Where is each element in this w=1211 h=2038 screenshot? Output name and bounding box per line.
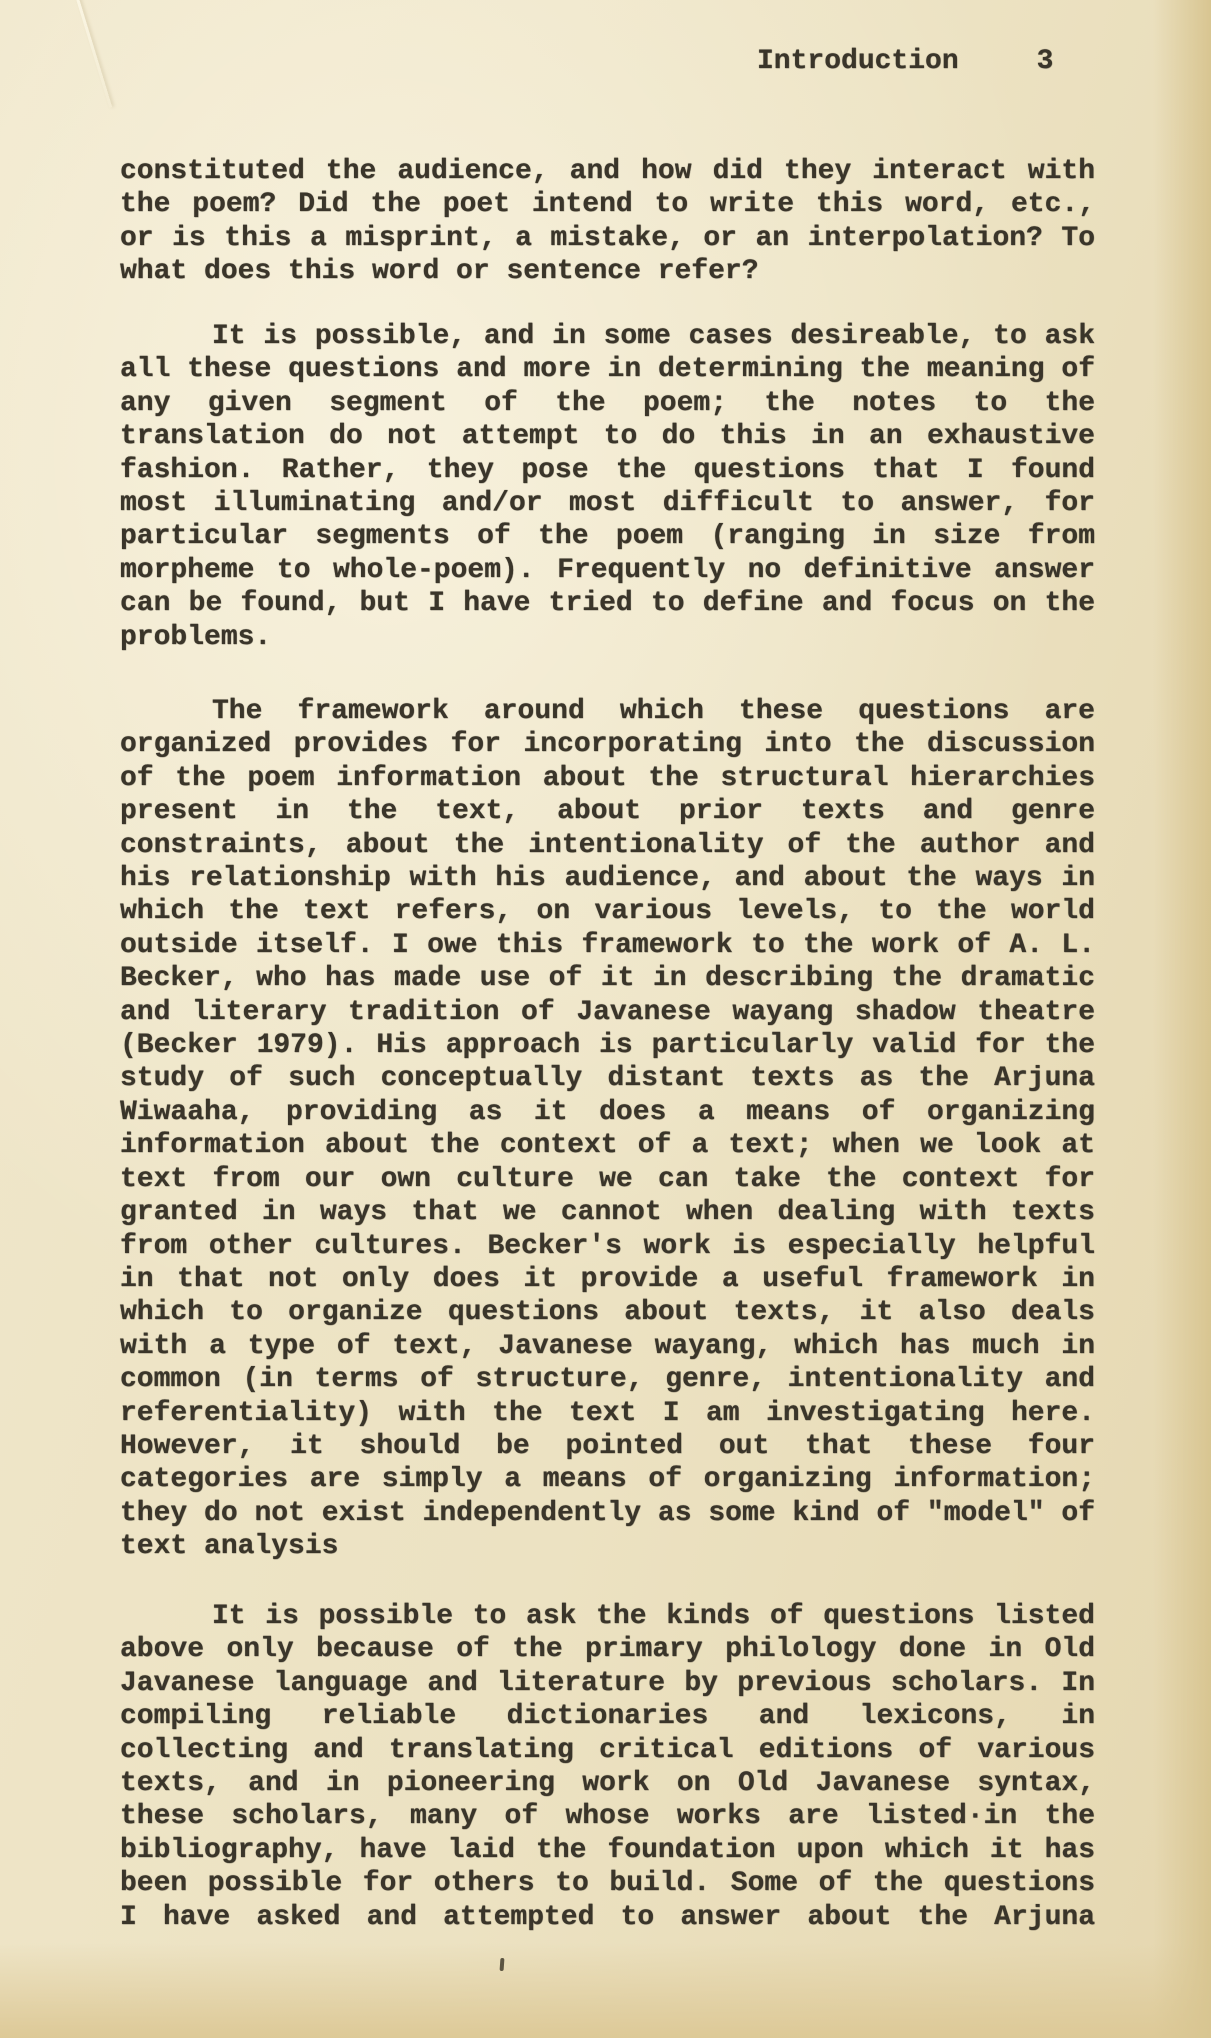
- text-line: problems.: [120, 621, 272, 653]
- text-line: the poem? Did the poet intend to write this word, etc.,: [120, 189, 1095, 221]
- text-line: with a type of text, Javanese wayang, which has much in: [120, 1330, 1095, 1362]
- text-line: in that not only does it provide a useful framework in: [120, 1263, 1095, 1295]
- text-line: information about the context of a text; when we look at: [120, 1130, 1095, 1162]
- text-line: granted in ways that we cannot when dealing with texts: [120, 1197, 1095, 1229]
- paragraph: [120, 695, 1095, 1564]
- page-header: [757, 45, 1053, 78]
- text-line: Becker, who has made use of it in describing the dramatic: [120, 963, 1095, 995]
- text-line: they do not exist independently as some kind of "model" of: [120, 1497, 1095, 1529]
- paragraph: [120, 320, 1095, 654]
- text-line: of the poem information about the structural hierarchies: [120, 762, 1095, 794]
- text-line: It is possible to ask the kinds of questions listed: [212, 1601, 1095, 1632]
- text-line: bibliography, have laid the foundation upon which it has: [120, 1834, 1095, 1866]
- text-line: above only because of the primary philology done in Old: [120, 1634, 1095, 1666]
- paper-crease: [75, 0, 112, 108]
- text-line: any given segment of the poem; the notes to the: [120, 387, 1095, 419]
- text-line: or is this a misprint, a mistake, or an interpolation? To: [120, 222, 1095, 254]
- text-line: I have asked and attempted to answer about the Arjuna: [120, 1901, 1095, 1933]
- text-line: Wiwaaha, providing as it does a means of organizing: [120, 1096, 1095, 1128]
- text-line: collecting and translating critical editions of various: [120, 1734, 1095, 1766]
- text-line: from other cultures. Becker's work is especially helpful: [120, 1230, 1095, 1262]
- text-line: common (in terms of structure, genre, intentionality and: [120, 1364, 1095, 1396]
- text-line: can be found, but I have tried to define and focus on the: [120, 588, 1095, 620]
- text-line: outside itself. I owe this framework to the work of A. L.: [120, 929, 1095, 961]
- text-line: text analysis: [120, 1531, 339, 1563]
- text-line: all these questions and more in determining the meaning of: [120, 354, 1095, 386]
- text-line: organized provides for incorporating into the discussion: [120, 729, 1095, 761]
- text-line: which the text refers, on various levels, to the world: [120, 896, 1095, 928]
- text-line: his relationship with his audience, and about the ways in: [120, 863, 1095, 895]
- text-line: study of such conceptually distant texts as the Arjuna: [120, 1063, 1095, 1095]
- text-line: these scholars, many of whose works are listed·in the: [120, 1801, 1095, 1833]
- text-line: referentiality) with the text I am investigating here.: [120, 1397, 1095, 1429]
- text-line: particular segments of the poem (ranging in size from: [120, 521, 1095, 553]
- paragraph: [120, 1600, 1095, 1934]
- text-line: texts, and in pioneering work on Old Javanese syntax,: [120, 1768, 1095, 1800]
- text-line: Javanese language and literature by previous scholars. In: [120, 1667, 1095, 1699]
- text-line: constituted the audience, and how did they interact with: [120, 156, 1095, 187]
- text-line: fashion. Rather, they pose the questions that I found: [120, 454, 1095, 486]
- text-line: morpheme to whole-poem). Frequently no definitive answer: [120, 554, 1095, 586]
- running-title: Introduction: [757, 46, 959, 77]
- paragraph: [120, 155, 1095, 289]
- text-line: and literary tradition of Javanese wayang shadow theatre: [120, 996, 1095, 1028]
- text-line: It is possible, and in some cases desireable, to ask: [212, 321, 1095, 352]
- text-line: text from our own culture we can take the context for: [120, 1163, 1095, 1195]
- page-number: 3: [1036, 46, 1054, 77]
- text-line: categories are simply a means of organizing information;: [120, 1464, 1095, 1496]
- text-line: The framework around which these questions are: [212, 696, 1095, 727]
- text-line: compiling reliable dictionaries and lexicons, in: [120, 1701, 1095, 1733]
- text-line: translation do not attempt to do this in an exhaustive: [120, 421, 1095, 453]
- text-line: most illuminating and/or most difficult to answer, for: [120, 488, 1095, 520]
- text-line: However, it should be pointed out that these four: [120, 1430, 1095, 1462]
- text-line: which to organize questions about texts, it also deals: [120, 1297, 1095, 1329]
- text-line: (Becker 1979). His approach is particularly valid for the: [120, 1030, 1095, 1062]
- text-line: been possible for others to build. Some of the questions: [120, 1868, 1095, 1900]
- text-line: constraints, about the intentionality of the author and: [120, 829, 1095, 861]
- text-line: what does this word or sentence refer?: [120, 256, 759, 288]
- stray-ink-mark: [500, 1958, 505, 1971]
- text-line: present in the text, about prior texts and genre: [120, 796, 1095, 828]
